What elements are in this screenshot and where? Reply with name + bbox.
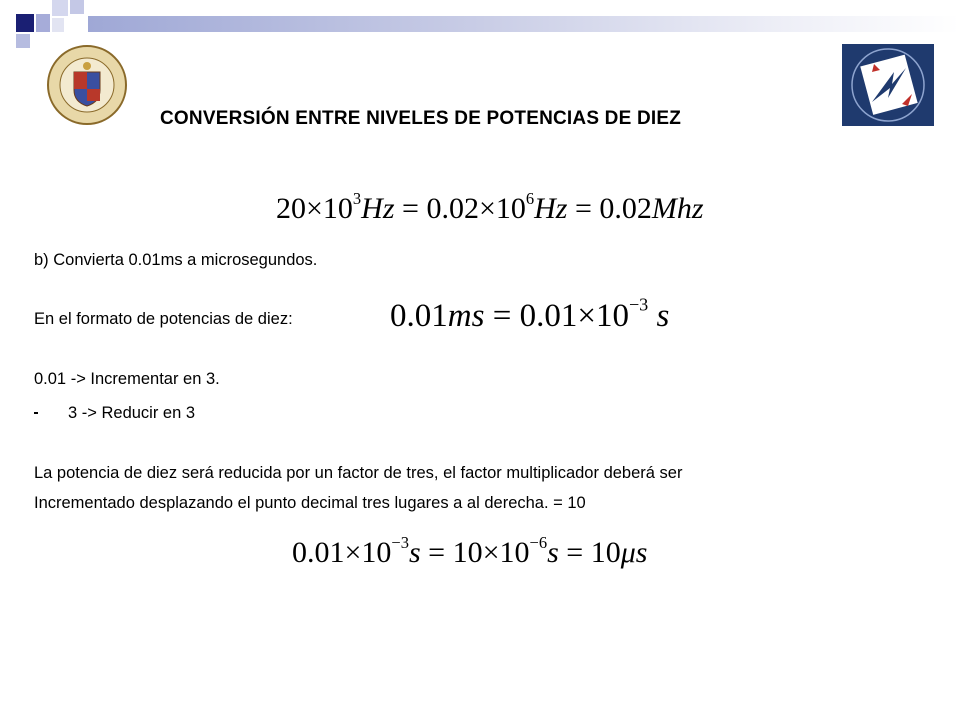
deco-square-pale — [52, 0, 68, 16]
slide-title: CONVERSIÓN ENTRE NIVELES DE POTENCIAS DE DIEZ — [160, 108, 682, 129]
deco-square-light — [70, 0, 84, 14]
explanation-line-1: La potencia de diez será reducida por un factor de tres, el factor multiplicador deberá ser — [34, 464, 683, 482]
deco-square-navy — [16, 14, 34, 32]
equation-result-microseconds: $0.01\times 10^{-3}s = 10\times 10^{-6}s = 10\mu s$ — [292, 532, 648, 569]
equation-ms-to-s: $0.01ms = 0.01\times 10^{-3}$ s — [390, 294, 670, 334]
ingenieria-electrica-logo-icon — [842, 44, 934, 126]
step-increment: 0.01 -> Incrementar en 3. — [34, 370, 220, 388]
header-gradient-bar — [88, 16, 960, 32]
format-label: En el formato de potencias de diez: — [34, 310, 293, 328]
deco-square-blue — [36, 14, 50, 32]
bullet-dash — [34, 412, 38, 414]
step-reduce: 3 -> Reducir en 3 — [68, 404, 196, 422]
equation-hz-conversion: $20\times 10^3Hz = 0.02\times 10^6Hz = 0.02Mhz$ — [276, 188, 704, 225]
deco-square-small — [52, 18, 64, 32]
university-seal-icon — [46, 44, 128, 126]
deco-square-mid — [16, 34, 30, 48]
explanation-line-2: Incrementado desplazando el punto decimal tres lugares a al derecha. = 10 — [34, 494, 586, 512]
problem-statement: b) Convierta 0.01ms a microsegundos. — [34, 251, 318, 269]
